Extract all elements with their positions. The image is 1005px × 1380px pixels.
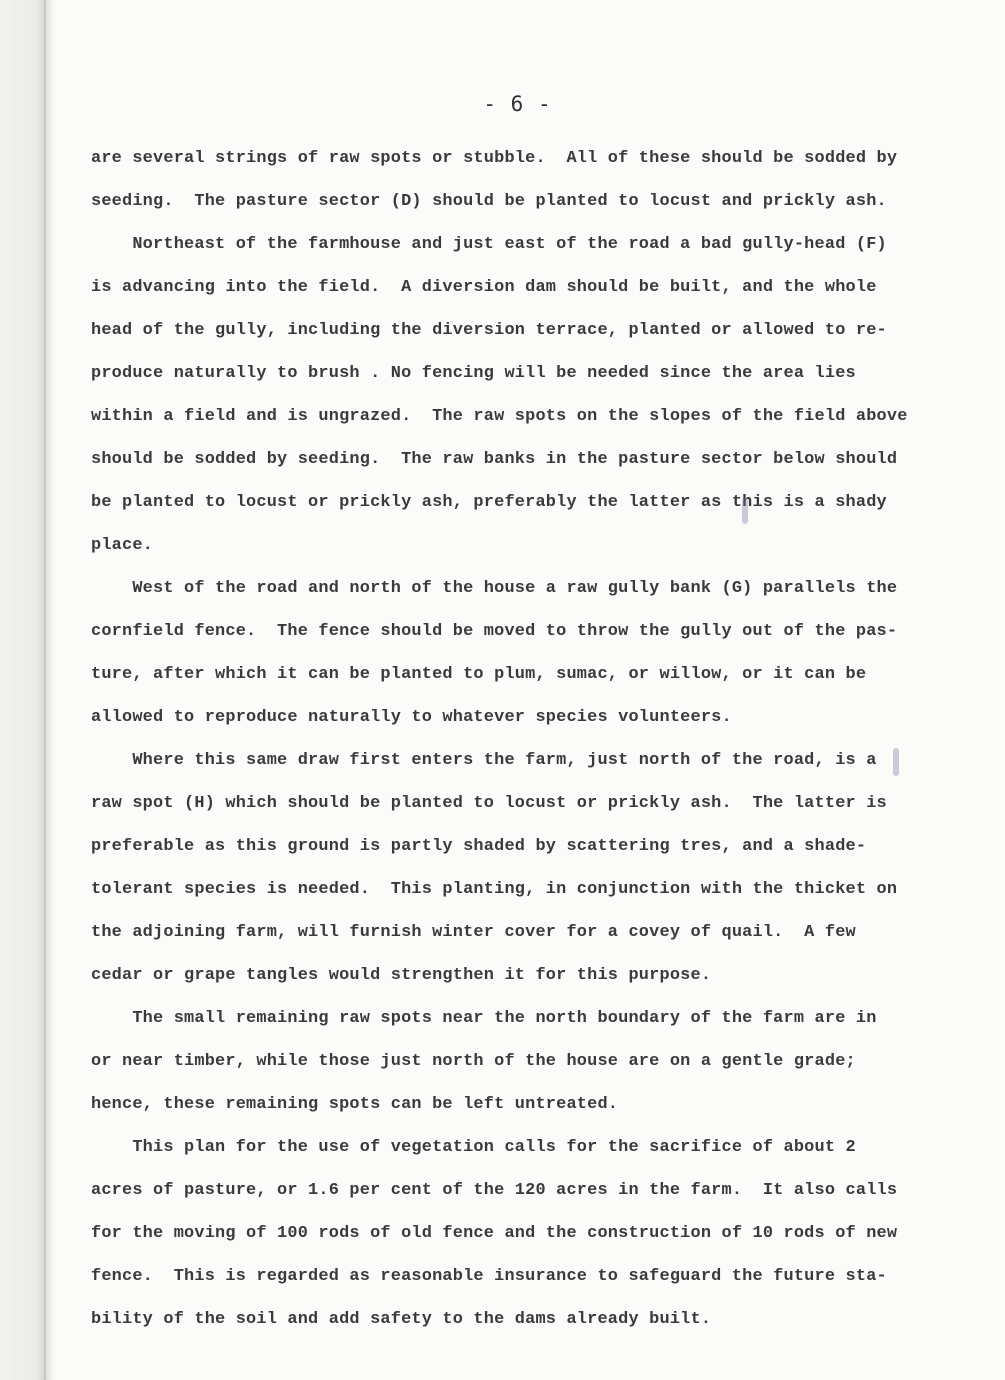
text-line: or near timber, while those just north of the house are on a gentle grade;: [91, 1052, 856, 1071]
text-line: within a field and is ungrazed. The raw spots on the slopes of the field above: [91, 407, 908, 426]
binding-seam: [44, 0, 46, 1380]
text-line: produce naturally to brush . No fencing will be needed since the area lies: [91, 364, 856, 383]
ink-smudge: [742, 498, 748, 524]
typed-body-text: [91, 137, 941, 1341]
text-line: preferable as this ground is partly shaded by scattering tres, and a shade-: [91, 837, 867, 856]
text-line: seeding. The pasture sector (D) should be planted to locust and prickly ash.: [91, 192, 887, 211]
text-line: should be sodded by seeding. The raw banks in the pasture sector below should: [91, 450, 898, 469]
text-line: is advancing into the field. A diversion dam should be built, and the whole: [91, 278, 877, 297]
text-line: Northeast of the farmhouse and just east of the road a bad gully-head (F): [91, 235, 887, 254]
text-line: This plan for the use of vegetation calls for the sacrifice of about 2: [91, 1138, 856, 1157]
text-line: cornfield fence. The fence should be moved to throw the gully out of the pas-: [91, 622, 898, 641]
text-line: hence, these remaining spots can be left untreated.: [91, 1095, 619, 1114]
binding-edge: [0, 0, 55, 1380]
text-line: be planted to locust or prickly ash, preferably the latter as this is a shady: [91, 493, 887, 512]
text-line: allowed to reproduce naturally to whatever species volunteers.: [91, 708, 732, 727]
text-line: bility of the soil and add safety to the dams already built.: [91, 1310, 712, 1329]
text-line: raw spot (H) which should be planted to locust or prickly ash. The latter is: [91, 794, 887, 813]
text-line: tolerant species is needed. This planting, in conjunction with the thicket on: [91, 880, 898, 899]
text-line: are several strings of raw spots or stubble. All of these should be sodded by: [91, 149, 898, 168]
ink-smudge: [893, 748, 899, 776]
text-line: head of the gully, including the diversion terrace, planted or allowed to re-: [91, 321, 887, 340]
text-line: The small remaining raw spots near the north boundary of the farm are in: [91, 1009, 877, 1028]
text-line: cedar or grape tangles would strengthen it for this purpose.: [91, 966, 712, 985]
text-line: fence. This is regarded as reasonable insurance to safeguard the future sta-: [91, 1267, 887, 1286]
text-line: acres of pasture, or 1.6 per cent of the 120 acres in the farm. It also calls: [91, 1181, 898, 1200]
text-line: for the moving of 100 rods of old fence and the construction of 10 rods of new: [91, 1224, 898, 1243]
text-line: place.: [91, 536, 154, 555]
page-number: - 6 -: [483, 92, 552, 116]
text-line: Where this same draw first enters the farm, just north of the road, is a: [91, 751, 877, 770]
text-line: ture, after which it can be planted to plum, sumac, or willow, or it can be: [91, 665, 867, 684]
text-line: West of the road and north of the house a raw gully bank (G) parallels the: [91, 579, 898, 598]
text-line: the adjoining farm, will furnish winter cover for a covey of quail. A few: [91, 923, 856, 942]
